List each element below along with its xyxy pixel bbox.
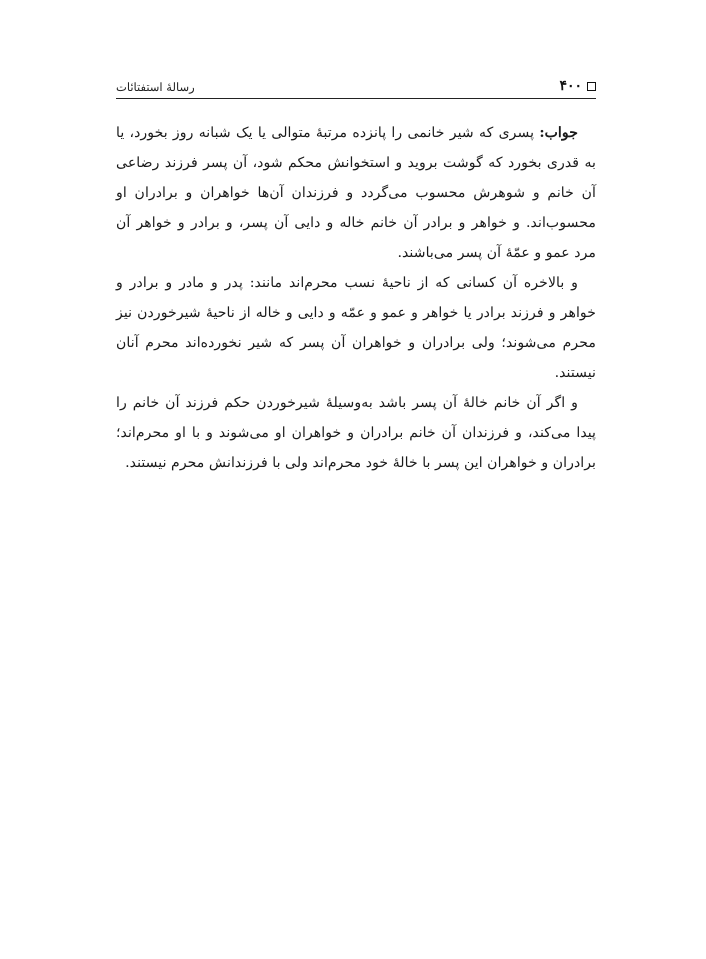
paragraph: و بالاخره آن کسانی که از ناحیهٔ نسب محرم‌اند مانند: پدر و مادر و برادر و خواهر و فرزند برادر یا خواهر و عمو و عمّه و دایی و خاله از ناحیهٔ شیرخوردن نیز محرم می‌شوند؛ ولی برادران و خواهران آن پسر که شیر نخورده‌اند محرم آنان نیستند. <box>116 275 596 381</box>
answer-label: جواب: <box>539 125 578 141</box>
square-bullet-icon <box>587 82 596 91</box>
page-marker <box>559 78 596 94</box>
paragraph-answer <box>116 118 596 268</box>
page-number: ۴۰۰ <box>559 78 582 94</box>
paragraph-text: پسری که شیر خانمی را پانزده مرتبهٔ متوالی یا یک شبانه روز بخورد، یا به قدری بخورد که گوشت بروید و استخوانش محکم شود، آن پسر فرزند رضاعی آن خانم و شوهرش محسوب می‌گردد و فرزندان آن‌ها خواهران و برادران او محسوب‌اند. و خواهر و برادر آن خانم خاله و دایی آن پسر، و برادر و خواهر آن مرد عمو و عمّهٔ آن پسر می‌باشند. <box>116 125 596 261</box>
paragraph: و اگر آن خانم خالهٔ آن پسر باشد به‌وسیلهٔ شیرخوردن حکم فرزند آن خانم را پیدا می‌کند، و فرزندان آن خانم برادران و خواهران او می‌شوند و با او محرم‌اند؛ برادران و خواهران این پسر با خالهٔ خود محرم‌اند ولی با فرزندانش محرم نیستند. <box>116 395 596 471</box>
main-text <box>116 118 596 478</box>
page-header <box>116 76 596 99</box>
running-title: رسالهٔ استفتائات <box>116 80 195 94</box>
